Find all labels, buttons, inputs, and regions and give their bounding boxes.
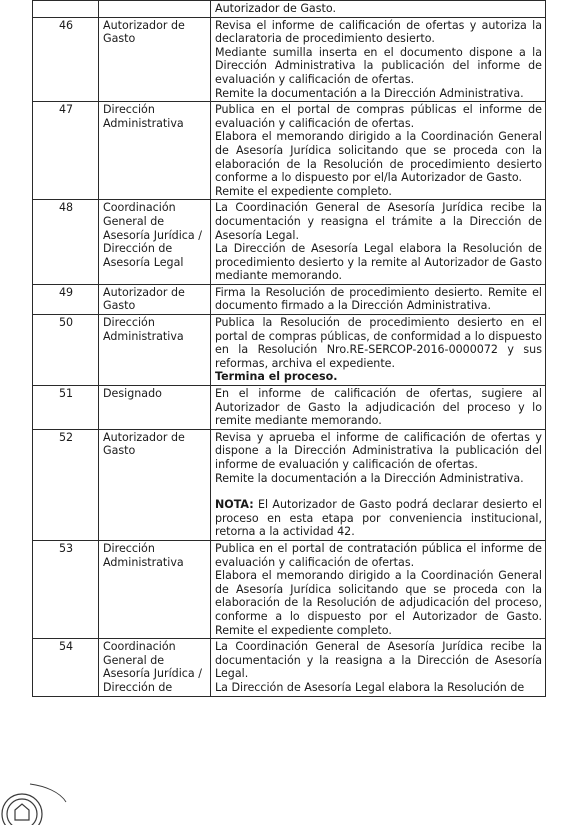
procedure-table: [32, 0, 546, 697]
description-paragraph: Remite la documentación a la Dirección Administrativa.: [215, 471, 524, 485]
table-row: [33, 102, 546, 200]
responsible-cell: [99, 1, 211, 18]
description-paragraph: Remite la documentación a la Dirección Administrativa.: [215, 86, 524, 100]
responsible-unit: Designado: [99, 386, 211, 430]
responsible-unit: Autorizador de Gasto: [99, 429, 211, 540]
description-paragraph: Revisa y aprueba el informe de calificación de ofertas y dispone a la Dirección Administrativa la publicación del informe de evaluación y calificación de ofertas.: [215, 430, 542, 471]
activity-number: 46: [33, 17, 99, 102]
activity-number: 54: [33, 639, 99, 696]
note-paragraph: [215, 498, 542, 539]
responsible-unit: Dirección Administrativa: [99, 540, 211, 638]
responsible-unit: Dirección Administrativa: [99, 315, 211, 386]
description-paragraph: La Coordinación General de Asesoría Jurídica recibe la documentación y la reasigna a la Dirección de Asesoría Legal.: [215, 640, 542, 681]
table-row: [33, 315, 546, 386]
description-paragraph: Mediante sumilla inserta en el documento dispone a la Dirección Administrativa la publicación del informe de evaluación y calificación de ofertas.: [215, 45, 542, 86]
process-end-text: Termina el proceso.: [215, 370, 338, 384]
activity-description: [211, 17, 546, 102]
table-row: [33, 17, 546, 102]
activity-description: [211, 540, 546, 638]
activity-number: 53: [33, 540, 99, 638]
description-paragraph: En el informe de calificación de ofertas, sugiere al Autorizador de Gasto la adjudicación del proceso y lo remite mediante memorando.: [215, 387, 542, 428]
table-row: [33, 200, 546, 285]
responsible-unit: Dirección Administrativa: [99, 102, 211, 200]
description-paragraph: La Dirección de Asesoría Legal elabora la Resolución de procedimiento desierto y la remite al Autorizador de Gasto mediante memorando.: [215, 242, 542, 283]
activity-description: [211, 315, 546, 386]
activity-number: 47: [33, 102, 99, 200]
activity-description: [211, 200, 546, 285]
description-paragraph: La Coordinación General de Asesoría Jurídica recibe la documentación y reasigna el trámite a la Dirección de Asesoría Legal.: [215, 201, 542, 242]
activity-description: [211, 284, 546, 314]
responsible-unit: Autorizador de Gasto: [99, 284, 211, 314]
table-row: [33, 386, 546, 430]
description-paragraph: Publica en el portal de compras públicas el informe de evaluación y calificación de ofertas.: [215, 103, 542, 130]
description-paragraph: Elabora el memorando dirigido a la Coordinación General de Asesoría Jurídica solicitando que se proceda con la elaboración de la Resolución de procedimiento desierto conforme a lo dispuesto por el/la Autorizador de Gasto.: [215, 130, 542, 185]
activity-number-cell: [33, 1, 99, 18]
table-row: [33, 639, 546, 696]
activity-number: 51: [33, 386, 99, 430]
description-paragraph: Firma la Resolución de procedimiento desierto. Remite el documento firmado a la Dirección Administrativa.: [215, 285, 542, 313]
description-paragraph: Elabora el memorando dirigido a la Coordinación General de Asesoría Jurídica solicitando que se proceda con la elaboración de la Resolución de adjudicación del proceso, conforme a lo dispuesto por el Autorizador de Gasto. Remite el expediente completo.: [215, 569, 542, 637]
responsible-unit: Coordinación General de Asesoría Jurídica / Dirección de: [99, 639, 211, 696]
responsible-unit: Autorizador de Gasto: [99, 17, 211, 102]
description-text: Autorizador de Gasto.: [215, 2, 336, 15]
activity-number: 52: [33, 429, 99, 540]
description-paragraph: Publica la Resolución de procedimiento desierto en el portal de compras públicas, de conformidad a lo dispuesto en la Resolución Nro.RE-SERCOP-2016-0000072 y sus reformas, archiva el expediente.: [215, 316, 542, 370]
procedure-table-body: [33, 1, 546, 697]
description-paragraph: La Dirección de Asesoría Legal elabora la Resolución de: [215, 680, 525, 694]
description-paragraph: Publica en el portal de contratación pública el informe de evaluación y calificación de ofertas.: [215, 541, 542, 569]
official-seal-icon: [0, 772, 70, 825]
table-row: [33, 540, 546, 638]
description-paragraph: Revisa el informe de calificación de ofertas y autoriza la declaratoria de procedimiento desierto.: [215, 18, 542, 46]
table-row: [33, 284, 546, 314]
activity-description: [211, 386, 546, 430]
responsible-unit: Coordinación General de Asesoría Jurídica / Dirección de Asesoría Legal: [99, 200, 211, 285]
note-label: NOTA:: [215, 498, 254, 512]
table-row-continuation: [33, 1, 546, 18]
description-paragraph: Remite el expediente completo.: [215, 184, 392, 198]
activity-description: [211, 102, 546, 200]
activity-number: 48: [33, 200, 99, 285]
table-row: [33, 429, 546, 540]
activity-description: [211, 429, 546, 540]
activity-number: 49: [33, 284, 99, 314]
note-text: El Autorizador de Gasto podrá declarar desierto el proceso en esta etapa por conveniencia institucional, retorna a la actividad 42.: [215, 498, 542, 539]
activity-number: 50: [33, 315, 99, 386]
activity-description: [211, 639, 546, 696]
description-cell: [211, 1, 546, 18]
